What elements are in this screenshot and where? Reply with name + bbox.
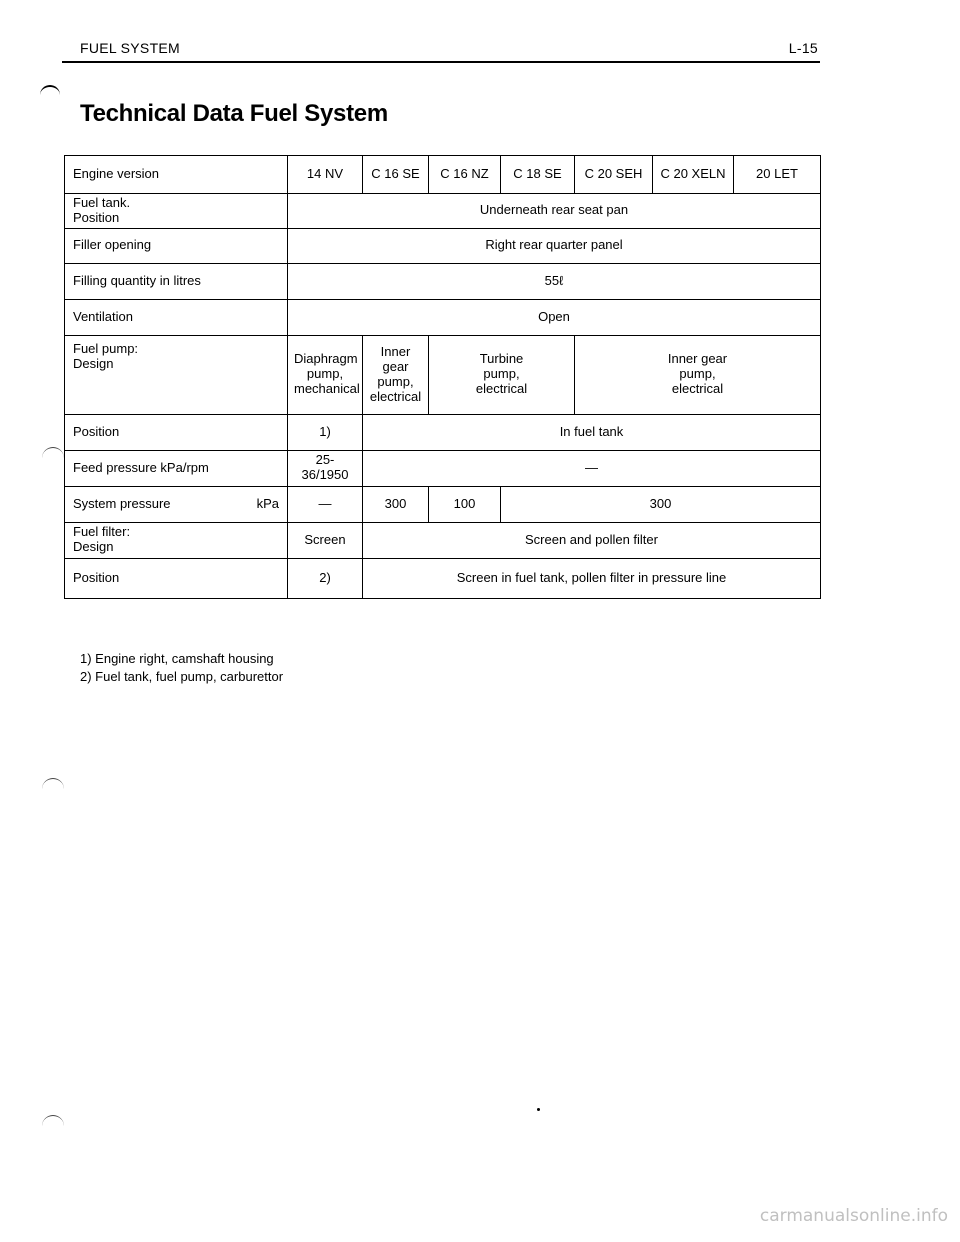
table-row-filter-position — [65, 558, 821, 598]
pump-design-line: electrical — [369, 388, 422, 404]
footnotes — [80, 650, 283, 686]
pump-design-line: Turbine — [479, 351, 524, 367]
engine-c16se: C 16 SE — [363, 156, 429, 194]
filter-position-value: Screen in fuel tank, pollen filter in pressure line — [363, 558, 821, 598]
pump-design-c16se — [363, 335, 429, 414]
pump-design-line: mechanical — [294, 381, 360, 397]
fuel-tank-position-value: Underneath rear seat pan — [288, 194, 821, 229]
fuel-filter-label: Fuel filter: — [73, 524, 131, 540]
header-rule — [62, 61, 820, 63]
fuel-filter-sublabel: Design — [73, 539, 114, 555]
footnote-2: 2) Fuel tank, fuel pump, carburettor — [80, 669, 284, 684]
pump-design-line: pump, — [306, 366, 344, 382]
system-pressure-others: 300 — [501, 486, 821, 522]
fuel-filter-others: Screen and pollen filter — [363, 522, 821, 558]
pump-design-c16nz-c18se — [429, 335, 575, 414]
system-pressure-label-line — [73, 497, 281, 512]
table-row-ventilation — [65, 299, 821, 335]
system-pressure-c16nz: 100 — [429, 486, 501, 522]
row-label-feed-pressure: Feed pressure kPa/rpm — [65, 450, 288, 486]
pump-design-line: electrical — [671, 381, 724, 397]
engine-c20seh: C 20 SEH — [575, 156, 653, 194]
fuel-tank-label: Fuel tank. — [73, 195, 131, 210]
row-label-filling-quantity: Filling quantity in litres — [65, 263, 288, 299]
punch-hole-mark — [42, 447, 64, 458]
row-label-fuel-pump — [65, 335, 288, 414]
stray-dot — [537, 1108, 540, 1111]
pump-design-line: Inner gear — [667, 351, 728, 367]
fuel-tank-sublabel: Position — [73, 209, 120, 225]
pump-design-line: pump, — [679, 366, 716, 382]
fuel-system-data-table — [64, 155, 821, 599]
punch-hole-mark — [42, 1115, 64, 1126]
engine-c18se: C 18 SE — [501, 156, 575, 194]
row-label-fuel-tank — [65, 194, 288, 229]
row-label-engine-version: Engine version — [65, 156, 288, 194]
table-row-fuel-pump-design — [65, 335, 821, 414]
page-title: Technical Data Fuel System — [80, 100, 388, 127]
feed-pressure-14nv: 25-36/1950 — [288, 450, 363, 486]
table-row-fuel-tank — [65, 194, 821, 229]
filter-position-footnote-ref: 2) — [288, 558, 363, 598]
engine-c16nz: C 16 NZ — [429, 156, 501, 194]
pump-design-line: pump, — [483, 366, 520, 382]
fuel-pump-sublabel: Design — [73, 355, 114, 371]
row-label-ventilation: Ventilation — [65, 299, 288, 335]
engine-c20xeln: C 20 XELN — [653, 156, 734, 194]
pump-design-14nv — [288, 335, 363, 414]
engine-14nv: 14 NV — [288, 156, 363, 194]
table-row-system-pressure — [65, 486, 821, 522]
ventilation-value: Open — [288, 299, 821, 335]
table-row-filling-quantity — [65, 263, 821, 299]
table-row-filler-opening — [65, 228, 821, 263]
pump-design-line: pump, — [377, 373, 414, 389]
system-pressure-unit: kPa — [256, 495, 279, 511]
table-row-feed-pressure — [65, 450, 821, 486]
pump-position-value: In fuel tank — [363, 414, 821, 450]
feed-pressure-others: — — [363, 450, 821, 486]
system-pressure-14nv: — — [288, 486, 363, 522]
row-label-pump-position: Position — [65, 414, 288, 450]
table-row-fuel-filter — [65, 522, 821, 558]
pump-design-c20-20let — [575, 335, 821, 414]
pump-design-line: Inner gear — [380, 344, 411, 374]
page-number: L-15 — [788, 40, 818, 56]
table-row-engine-version — [65, 156, 821, 194]
table-row-pump-position — [65, 414, 821, 450]
row-label-filler-opening: Filler opening — [65, 228, 288, 263]
row-label-fuel-filter — [65, 522, 288, 558]
row-label-filter-position: Position — [65, 558, 288, 598]
pump-design-line: electrical — [475, 381, 528, 397]
pump-design-line: Diaphragm — [294, 351, 358, 367]
running-header-section: FUEL SYSTEM — [80, 40, 181, 56]
system-pressure-label: System pressure — [73, 495, 171, 511]
footnote-1: 1) Engine right, camshaft housing — [80, 651, 274, 666]
filling-quantity-value: 55ℓ — [288, 263, 821, 299]
row-label-system-pressure — [65, 486, 288, 522]
punch-hole-mark — [40, 85, 60, 97]
fuel-filter-14nv: Screen — [288, 522, 363, 558]
fuel-pump-label: Fuel pump: — [73, 340, 139, 356]
filler-opening-value: Right rear quarter panel — [288, 228, 821, 263]
watermark: carmanualsonline.info — [759, 1206, 948, 1226]
system-pressure-c16se: 300 — [363, 486, 429, 522]
punch-hole-mark — [42, 778, 64, 789]
engine-20let: 20 LET — [734, 156, 821, 194]
pump-position-footnote-ref: 1) — [288, 414, 363, 450]
